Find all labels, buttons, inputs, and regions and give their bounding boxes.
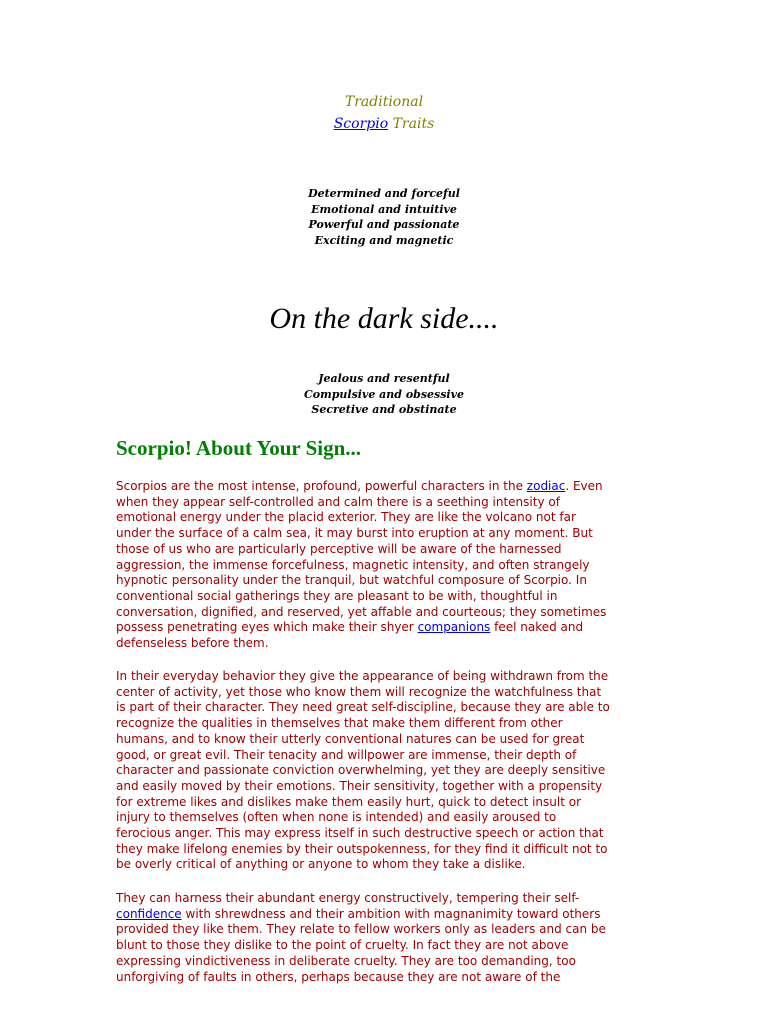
text-line: good, or great evil. Their tenacity and willpower are immense, their depth of bbox=[116, 747, 577, 762]
companions-link[interactable]: companions bbox=[417, 620, 491, 635]
text-line bbox=[116, 907, 656, 923]
text-line: They can harness their abundant energy constructively, tempering their self- bbox=[116, 891, 580, 905]
text-segment: feel naked and bbox=[490, 620, 584, 635]
confidence-link[interactable]: confidence bbox=[116, 906, 182, 921]
about-sign-heading: Scorpio! About Your Sign... bbox=[116, 436, 362, 460]
text-line: conventional social gatherings they are pleasant to be with, thoughtful in bbox=[116, 588, 558, 603]
zodiac-link[interactable]: zodiac bbox=[526, 479, 566, 493]
negative-trait: Secretive and obstinate bbox=[311, 403, 457, 416]
positive-traits-list bbox=[0, 186, 768, 248]
text-line: and easily moved by their emotions. Their sensitivity, together with a propensity bbox=[116, 778, 603, 793]
paragraph-3 bbox=[116, 891, 656, 985]
negative-trait: Jealous and resentful bbox=[318, 372, 450, 385]
text-line: In their everyday behavior they give the appearance of being withdrawn from the bbox=[116, 669, 609, 683]
text-line: for extreme likes and dislikes make them easily hurt, quick to detect insult or bbox=[116, 794, 582, 809]
negative-traits-list bbox=[0, 371, 768, 418]
negative-trait: Compulsive and obsessive bbox=[303, 387, 464, 401]
scorpio-link[interactable]: Scorpio bbox=[333, 116, 389, 132]
paragraph-1 bbox=[116, 479, 656, 652]
text-line: they make lifelong enemies by their outspokenness, for they find it difficult not to bbox=[116, 841, 608, 856]
traits-header-traditional: Traditional bbox=[344, 94, 424, 110]
positive-trait: Determined and forceful bbox=[308, 187, 460, 200]
text-line: defenseless before them. bbox=[116, 636, 269, 651]
text-line: humans, and to know their utterly conventional natures can be used for great bbox=[116, 731, 585, 746]
text-line: hypnotic personality under the tranquil, but watchful composure of Scorpio. In bbox=[116, 573, 587, 588]
traits-header-line2 bbox=[0, 116, 768, 132]
text-segment: possess penetrating eyes which make their shyer bbox=[116, 620, 418, 635]
text-line: blunt to those they dislike to the point of cruelty. In fact they are not above bbox=[116, 938, 569, 953]
text-line: when they appear self-controlled and calm there is a seething intensity of bbox=[116, 494, 560, 509]
traits-header-line1 bbox=[0, 94, 768, 110]
text-line: be overly critical of anything or anyone to whom they take a dislike. bbox=[116, 857, 526, 872]
positive-trait: Powerful and passionate bbox=[308, 218, 460, 231]
text-line bbox=[116, 479, 656, 495]
text-line: those of us who are particularly perceptive will be aware of the harnessed bbox=[116, 541, 562, 556]
traits-word: Traits bbox=[392, 116, 435, 132]
text-line: under the surface of a calm sea, it may burst into eruption at any moment. But bbox=[116, 526, 593, 541]
text-line: center of activity, yet those who know them will recognize the watchfulness that bbox=[116, 684, 602, 699]
positive-trait: Emotional and intuitive bbox=[311, 202, 457, 216]
text-segment: Scorpios are the most intense, profound, powerful characters in the bbox=[116, 479, 527, 493]
text-line: injury to themselves (often when none is intended) and easily aroused to bbox=[116, 810, 557, 825]
text-line: aggression, the immense forcefulness, magnetic intensity, and often strangely bbox=[116, 557, 590, 572]
text-line bbox=[116, 620, 656, 636]
text-line: expressing vindictiveness in deliberate cruelty. They are too demanding, too bbox=[116, 953, 576, 968]
text-line: ferocious anger. This may express itself in such destructive speech or action that bbox=[116, 826, 604, 841]
positive-trait: Exciting and magnetic bbox=[314, 233, 454, 247]
text-line: emotional energy under the placid exterior. They are like the volcano not far bbox=[116, 510, 576, 525]
text-line: unforgiving of faults in others, perhaps because they are not aware of the bbox=[116, 969, 561, 984]
text-line: recognize the qualities in themselves that make them different from other bbox=[116, 716, 563, 731]
text-line: character and passionate conviction overwhelming, yet they are deeply sensitive bbox=[116, 763, 606, 778]
text-segment: . Even bbox=[565, 479, 603, 493]
text-line: provided they like them. They relate to fellow workers only as leaders and can be bbox=[116, 922, 606, 937]
dark-side-heading: On the dark side.... bbox=[269, 302, 499, 335]
paragraph-2 bbox=[116, 669, 656, 873]
text-line: is part of their character. They need great self-discipline, because they are able to bbox=[116, 700, 610, 715]
text-line: conversation, dignified, and reserved, yet affable and courteous; they sometimes bbox=[116, 604, 607, 619]
text-segment: with shrewdness and their ambition with magnanimity toward others bbox=[181, 906, 601, 921]
